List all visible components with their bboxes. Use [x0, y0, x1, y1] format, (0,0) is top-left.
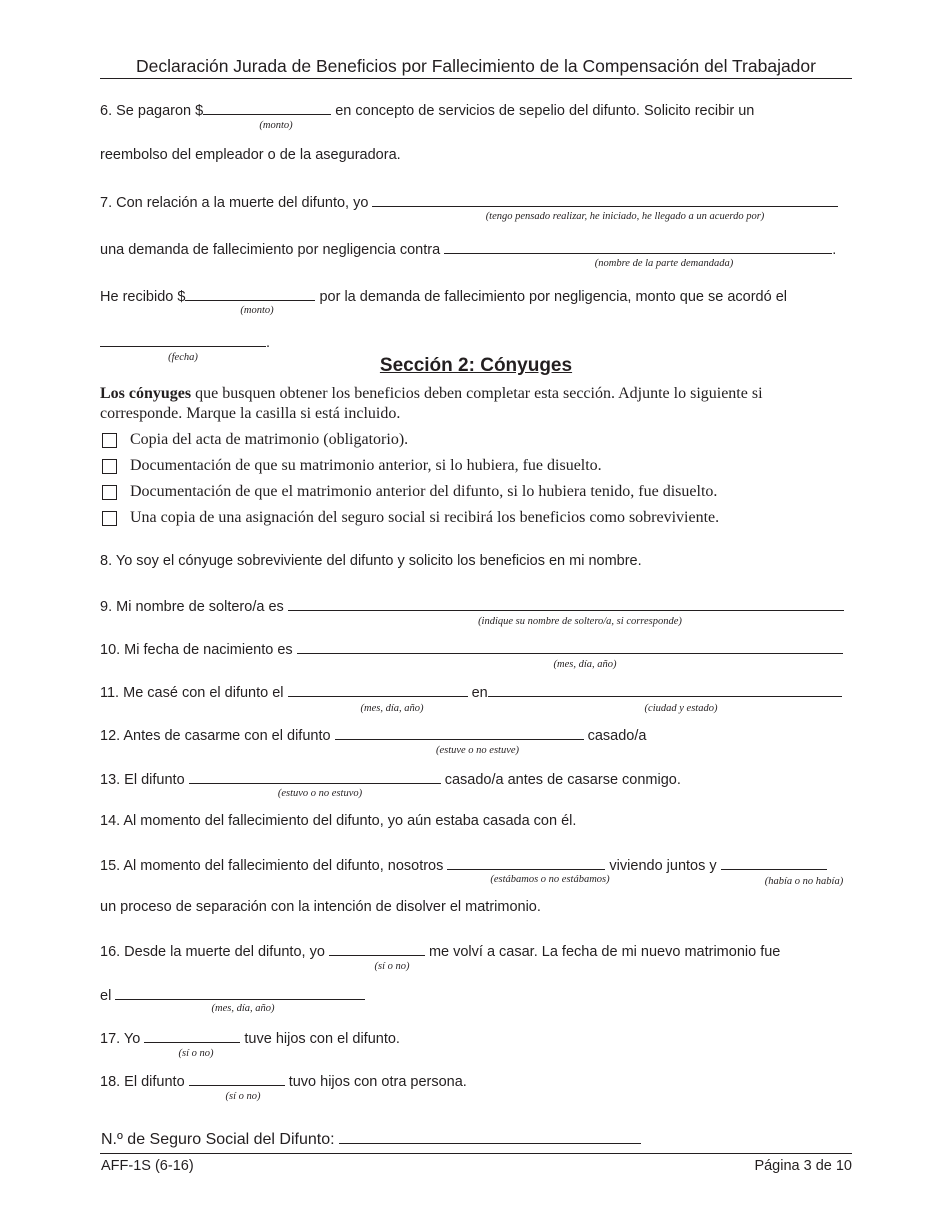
lawsuit-status-field[interactable] — [372, 192, 838, 207]
item-15 — [100, 855, 827, 875]
item-16-hint: (sí o no) — [374, 961, 410, 972]
checklist-item: Copia del acta de matrimonio (obligatorio). — [130, 431, 409, 448]
item-11-mid: en — [467, 685, 488, 701]
item-6 — [100, 100, 754, 120]
item-16-line2-label: el — [100, 988, 116, 1004]
intro-line1: que busquen obtener los beneficios deben completar esta sección. Adjunte lo siguiente si — [191, 385, 763, 402]
footer-rule — [100, 1153, 852, 1154]
item-12-label: 12. Antes de casarme con el difunto — [100, 728, 335, 744]
social-security-award-checkbox[interactable] — [102, 511, 117, 526]
header-rule — [100, 78, 852, 79]
item-13-text: casado/a antes de casarse conmigo. — [440, 772, 681, 788]
item-7-hint2: (nombre de la parte demandada) — [594, 258, 734, 269]
page-number: Página 3 de 10 — [754, 1158, 852, 1174]
item-7-line2: una demanda de fallecimiento por negligencia contra . — [100, 239, 836, 259]
children-with-deceased-field[interactable] — [144, 1028, 240, 1043]
item-7-label: 7. Con relación a la muerte del difunto, yo — [100, 195, 373, 211]
funeral-amount-field[interactable] — [203, 100, 331, 115]
item-15-hint2: (había o no había) — [764, 876, 844, 887]
item-11-label: 11. Me casé con el difunto el — [100, 685, 288, 701]
item-13 — [100, 769, 681, 789]
item-6-line2: reembolso del empleador o de la aseguradora. — [100, 147, 401, 163]
item-15-mid: viviendo juntos y — [605, 858, 721, 874]
intro-line2: corresponde. Marque la casilla si está incluido. — [100, 405, 401, 422]
item-17-text: tuve hijos con el difunto. — [240, 1031, 400, 1047]
prior-marriage-dissolved-checkbox[interactable] — [102, 459, 117, 474]
item-16-hint2: (mes, día, año) — [211, 1003, 275, 1014]
item-12 — [100, 725, 646, 745]
item-8: 8. Yo soy el cónyuge sobreviviente del difunto y solicito los beneficios en mi nombre. — [100, 553, 642, 569]
received-text: por la demanda de fallecimiento por negligencia, monto que se acordó el — [315, 289, 787, 305]
item-11 — [100, 682, 842, 702]
item-6-label: 6. Se pagaron $ — [100, 103, 204, 119]
item-16-line2 — [100, 985, 365, 1005]
form-id: AFF-1S (6-16) — [101, 1158, 194, 1174]
item-7-received — [100, 286, 787, 306]
item-9-hint: (indique su nombre de soltero/a, si corresponde) — [478, 616, 682, 627]
marriage-place-field[interactable] — [488, 682, 842, 697]
received-label: He recibido $ — [100, 289, 186, 305]
children-with-other-field[interactable] — [189, 1071, 285, 1086]
item-14: 14. Al momento del fallecimiento del difunto, yo aún estaba casada con él. — [100, 813, 577, 829]
received-amount-field[interactable] — [185, 286, 315, 301]
settlement-date-field[interactable] — [100, 332, 266, 347]
intro-bold: Los cónyuges — [100, 385, 192, 402]
item-15-label: 15. Al momento del fallecimiento del difunto, nosotros — [100, 858, 448, 874]
checklist-item: Una copia de una asignación del seguro social si recibirá los beneficios como sobreviviente. — [130, 509, 720, 526]
item-15-line2: un proceso de separación con la intención de disolver el matrimonio. — [100, 899, 541, 915]
item-6-text: en concepto de servicios de sepelio del difunto. Solicito recibir un — [331, 103, 755, 119]
marriage-date-field[interactable] — [288, 682, 468, 697]
living-together-field[interactable] — [447, 855, 605, 870]
marriage-certificate-checkbox[interactable] — [102, 433, 117, 448]
item-9-label: 9. Mi nombre de soltero/a es — [100, 599, 288, 615]
received-hint: (monto) — [240, 305, 274, 316]
item-7 — [100, 192, 838, 212]
item-17 — [100, 1028, 400, 1048]
deceased-prior-marriage-checkbox[interactable] — [102, 485, 117, 500]
settlement-date-hint: (fecha) — [168, 352, 198, 363]
item-9 — [100, 596, 844, 616]
item-16-label: 16. Desde la muerte del difunto, yo — [100, 944, 329, 960]
item-18 — [100, 1071, 467, 1091]
defendant-field[interactable] — [444, 239, 832, 254]
item-7-hint: (tengo pensado realizar, he iniciado, he llegado a un acuerdo por) — [485, 211, 765, 222]
item-13-label: 13. El difunto — [100, 772, 189, 788]
ssn-line — [101, 1128, 641, 1150]
deceased-prior-marriage-field[interactable] — [189, 769, 441, 784]
birth-date-field[interactable] — [297, 639, 843, 654]
checklist-item: Documentación de que su matrimonio anterior, si lo hubiera, fue disuelto. — [130, 457, 602, 474]
remarried-field[interactable] — [329, 941, 425, 956]
item-10-hint: (mes, día, año) — [553, 659, 617, 670]
item-18-hint: (sí o no) — [225, 1091, 261, 1102]
item-15-hint1: (estábamos o no estábamos) — [490, 874, 610, 885]
item-10-label: 10. Mi fecha de nacimiento es — [100, 642, 297, 658]
item-7-line2-label: una demanda de fallecimiento por negligencia contra — [100, 242, 445, 258]
item-12-hint: (estuve o no estuve) — [435, 745, 520, 756]
item-6-hint: (monto) — [259, 120, 293, 131]
item-16 — [100, 941, 780, 961]
item-18-text: tuvo hijos con otra persona. — [284, 1074, 467, 1090]
section-2-heading: Sección 2: Cónyuges — [379, 355, 573, 376]
prior-marriage-status-field[interactable] — [335, 725, 584, 740]
item-11-hint2: (ciudad y estado) — [644, 703, 718, 714]
section-2-intro — [100, 384, 860, 424]
item-16-text: me volví a casar. La fecha de mi nuevo matrimonio fue — [424, 944, 781, 960]
ssn-label: N.º de Seguro Social del Difunto: — [101, 1131, 339, 1148]
item-17-label: 17. Yo — [100, 1031, 145, 1047]
settlement-date-line: . — [100, 332, 270, 352]
item-11-hint1: (mes, día, año) — [360, 703, 424, 714]
separation-field[interactable] — [721, 855, 827, 870]
item-12-text: casado/a — [583, 728, 647, 744]
item-18-label: 18. El difunto — [100, 1074, 189, 1090]
page-title: Declaración Jurada de Beneficios por Fallecimiento de la Compensación del Trabajador — [136, 56, 816, 76]
item-17-hint: (sí o no) — [178, 1048, 214, 1059]
item-10 — [100, 639, 843, 659]
maiden-name-field[interactable] — [288, 596, 844, 611]
checklist-item: Documentación de que el matrimonio anterior del difunto, si lo hubiera tenido, fue disuelto. — [130, 483, 718, 500]
remarriage-date-field[interactable] — [115, 985, 365, 1000]
item-13-hint: (estuvo o no estuvo) — [277, 788, 363, 799]
deceased-ssn-field[interactable] — [339, 1128, 641, 1144]
